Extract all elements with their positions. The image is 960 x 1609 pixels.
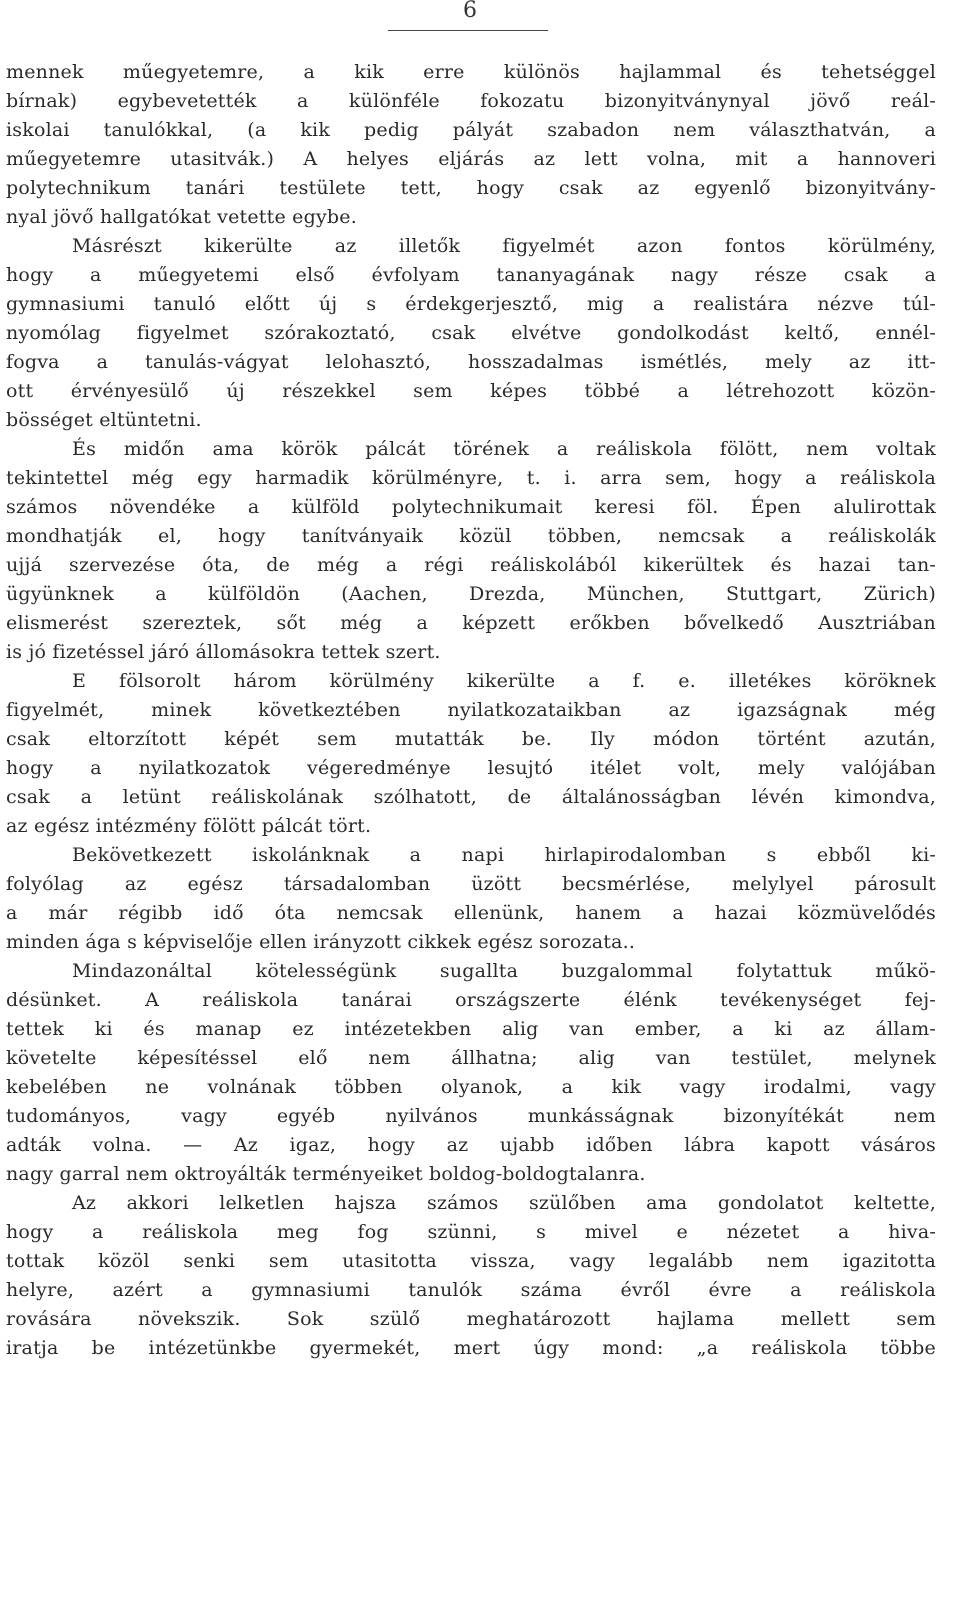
paragraph-7 xyxy=(6,1189,936,1363)
text-line: bösséget eltüntetni. xyxy=(6,409,202,431)
header-rule xyxy=(388,30,548,31)
text-line: hogy a nyilatkozatok végeredménye lesujtó itélet volt, mely valójában xyxy=(6,757,936,779)
page-number: 6 xyxy=(463,0,477,23)
text-line: désünket. A reáliskola tanárai országszerte élénk tevékenységet fej- xyxy=(6,989,936,1011)
text-line: mennek műegyetemre, a kik erre különös hajlammal és tehetséggel xyxy=(6,61,936,83)
text-line: az egész intézmény fölött pálcát tört. xyxy=(6,815,372,837)
text-line: elismerést szereztek, sőt még a képzett erőkben bővelkedő Ausztriában xyxy=(6,612,936,634)
paragraph-3 xyxy=(6,435,936,667)
text-line: tettek ki és manap ez intézetekben alig van ember, a ki az állam- xyxy=(6,1018,936,1040)
text-line: iskolai tanulókkal, (a kik pedig pályát szabadon nem választhatván, a xyxy=(6,119,936,141)
text-line: folyólag az egész társadalomban üzött becsmérlése, melylyel párosult xyxy=(6,873,936,895)
text-line: ügyünknek a külföldön (Aachen, Drezda, München, Stuttgart, Zürich) xyxy=(6,583,936,605)
text-line: csak a letünt reáliskolának szólhatott, de általánosságban lévén kimondva, xyxy=(6,786,936,808)
text-line: mondhatják el, hogy tanítványaik közül többen, nemcsak a reáliskolák xyxy=(6,525,936,547)
text-line: hogy a műegyetemi első évfolyam tananyagának nagy része csak a xyxy=(6,264,936,286)
text-line: rovására növekszik. Sok szülő meghatározott hajlama mellett sem xyxy=(6,1308,936,1330)
text-line: polytechnikum tanári testülete tett, hogy csak az egyenlő bizonyitvány- xyxy=(6,177,936,199)
paragraph-2 xyxy=(6,232,936,435)
paragraph-1 xyxy=(6,58,936,232)
text-line: És midőn ama körök pálcát törének a reáliskola fölött, nem voltak xyxy=(72,438,936,460)
text-line: helyre, azért a gymnasiumi tanulók száma évről évre a reáliskola xyxy=(6,1279,936,1301)
text-line: csak eltorzított képét sem mutatták be. Ily módon történt azután, xyxy=(6,728,936,750)
text-line: fogva a tanulás-vágyat lelohasztó, hosszadalmas ismétlés, mely az itt- xyxy=(6,351,936,373)
text-line: ott érvényesülő új részekkel sem képes többé a létrehozott közön- xyxy=(6,380,936,402)
text-line: a már régibb idő óta nemcsak ellenünk, hanem a hazai közmüvelődés xyxy=(6,902,936,924)
text-line: nyal jövő hallgatókat vetette egybe. xyxy=(6,206,357,228)
text-line: tottak közöl senki sem utasitotta vissza, vagy legalább nem igazitotta xyxy=(6,1250,936,1272)
text-line: követelte képesítéssel elő nem állhatna; alig van testület, melynek xyxy=(6,1047,936,1069)
text-line: Másrészt kikerülte az illetők figyelmét azon fontos körülmény, xyxy=(72,235,936,257)
text-line: figyelmét, minek következtében nyilatkozataikban az igazságnak még xyxy=(6,699,936,721)
paragraph-6 xyxy=(6,957,936,1189)
text-line: E fölsorolt három körülmény kikerülte a f. e. illetékes köröknek xyxy=(72,670,936,692)
text-line: tudományos, vagy egyéb nyilvános munkásságnak bizonyítékát nem xyxy=(6,1105,936,1127)
text-line: Bekövetkezett iskolánknak a napi hirlapirodalomban s ebből ki- xyxy=(72,844,936,866)
text-line: műegyetemre utasitvák.) A helyes eljárás az lett volna, mit a hannoveri xyxy=(6,148,936,170)
text-line: Mindazonáltal kötelességünk sugallta buzgalommal folytattuk műkö- xyxy=(72,960,936,982)
text-line: hogy a reáliskola meg fog szünni, s mivel e nézetet a hiva- xyxy=(6,1221,936,1243)
body-text xyxy=(6,58,936,1363)
text-line: iratja be intézetünkbe gyermekét, mert úgy mond: „a reáliskola többe xyxy=(6,1337,936,1359)
text-line: tekintettel még egy harmadik körülményre, t. i. arra sem, hogy a reáliskola xyxy=(6,467,936,489)
paragraph-5 xyxy=(6,841,936,957)
text-line: bírnak) egybevetették a különféle fokozatu bizonyitványnyal jövő reál- xyxy=(6,90,936,112)
paragraph-4 xyxy=(6,667,936,841)
text-line: Az akkori lelketlen hajsza számos szülőben ama gondolatot keltette, xyxy=(72,1192,936,1214)
text-line: nyomólag figyelmet szórakoztató, csak elvétve gondolkodást keltő, ennél- xyxy=(6,322,936,344)
text-line: minden ága s képviselője ellen irányzott cikkek egész sorozata.. xyxy=(6,931,636,953)
text-line: nagy garral nem oktroyálták terményeiket boldog-boldogtalanra. xyxy=(6,1163,646,1185)
text-line: gymnasiumi tanuló előtt új s érdekgerjesztő, mig a realistára nézve túl- xyxy=(6,293,936,315)
text-line: ujjá szervezése óta, de még a régi reáliskolából kikerültek és hazai tan- xyxy=(6,554,936,576)
text-line: kebelében ne volnának többen olyanok, a kik vagy irodalmi, vagy xyxy=(6,1076,936,1098)
text-line: is jó fizetéssel járó állomásokra tettek szert. xyxy=(6,641,441,663)
text-line: adták volna. — Az igaz, hogy az ujabb időben lábra kapott vásáros xyxy=(6,1134,936,1156)
text-line: számos növendéke a külföld polytechnikumait keresi föl. Épen alulirottak xyxy=(6,496,936,518)
